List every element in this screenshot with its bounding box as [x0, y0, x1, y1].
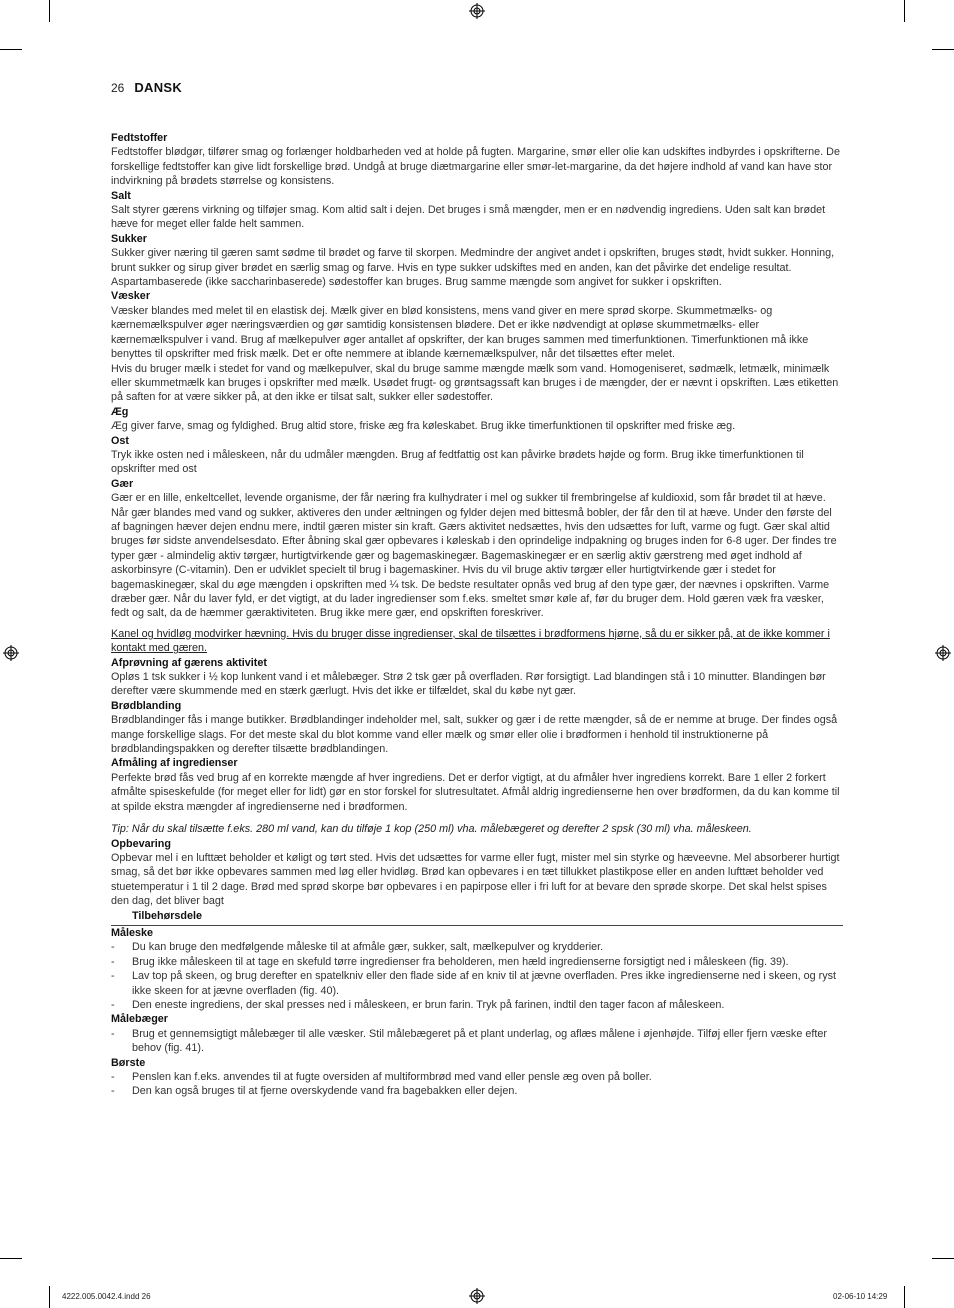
crop-mark — [0, 49, 22, 50]
section-heading: Afprøvning af gærens aktivitet — [111, 656, 267, 669]
registration-mark-icon — [469, 1288, 485, 1304]
section-heading: Opbevaring — [111, 837, 171, 850]
section-heading: Fedtstoffer — [111, 132, 168, 144]
tip-note: Tip: Når du skal tilsætte f.eks. 280 ml vand, kan du tilføje 1 kop (250 ml) vha. målebægeret og derefter 2 spsk (30 ml) vha. måleskeen. — [111, 823, 752, 836]
bullet-list — [111, 1070, 843, 1099]
section-body: Perfekte brød fås ved brug af en korrekte mængde af hver ingrediens. Det er derfor vigtigt, at du afmåler hver ingrediens korrekt. Bare 1 eller 2 forkert afmålte spiseskefulde (for meget eller for lidt) gør en stor forskel for slutresultatet. Afmål aldrig ingredienserne hen over brødformen, da du kan komme til at spilde ekstra mængder af ingredienserne ned i brødformen. — [111, 771, 840, 813]
crop-mark — [49, 1286, 50, 1308]
list-item: - Den kan også bruges til at fjerne overskydende vand fra bagebakken eller dejen. — [111, 1084, 843, 1098]
section-heading: Salt — [111, 189, 131, 202]
list-item: - Du kan bruge den medfølgende måleske til at afmåle gær, sukker, salt, mælkepulver og krydderier. — [111, 940, 843, 954]
registration-mark-icon — [935, 645, 951, 661]
section-heading: Sukker — [111, 232, 148, 245]
section-body: Æg giver farve, smag og fyldighed. Brug altid store, friske æg fra køleskabet. Brug ikke timerfunktionen til opskrifter med friske æg. — [111, 420, 736, 433]
page-content — [111, 131, 843, 1099]
section-body: Opbevar mel i en lufttæt beholder et køligt og tørt sted. Hvis det udsættes for varme eller fugt, mister mel sin styrke og hæveevne. Mel absorberer hurtigt smag, så det bør ikke opbevares sammen med løg eller hvidløg. Brød kan opbevares i en tæt tillukket plastikpose eller en anden lufttæt beholder ved stuetemperatur i 1 til 2 dage. Brød med sprød skorpe bør opbevares i en papirpose eller i fri luft for at bevare den sprøde skorpe. Det skal helst spises den dag, det bliver bagt — [111, 851, 840, 908]
accessories-heading: Tilbehørsdele — [111, 909, 843, 926]
section-heading: Ost — [111, 434, 129, 447]
section-heading: Målebæger — [111, 1013, 168, 1026]
list-item: - Brug ikke måleskeen til at tage en skefuld tørre ingredienser fra beholderen, men hæld ingredienserne forsigtigt ned i måleskeen (fig. 39). — [111, 955, 843, 969]
bullet-list — [111, 940, 843, 1012]
footer-file-info: 4222.005.0042.4.indd 26 — [62, 1292, 151, 1301]
section-heading: Æg — [111, 405, 129, 418]
footer-date: 02-06-10 14:29 — [833, 1292, 888, 1301]
page-number: 26 — [111, 81, 125, 95]
section-body: Fedtstoffer blødgør, tilfører smag og forlænger holdbarheden ved at holde på fugten. Margarine, smør eller olie kan udskiftes indbyrdes i opskrifterne. De forskellige fedtstoffer kan give lidt forskellige brød. Undgå at bruge diætmargarine eller smør-let-margarine, da det højere indhold af vand kan have stor indvirkning på brødets størrelse og konsistens. — [111, 146, 840, 188]
section-body: Sukker giver næring til gæren samt sødme til brødet og farve til skorpen. Medmindre der angivet andet i opskriften, bruges stødt, hvidt sukker. Honning, brunt sukker og sirup giver brødet en særlig smag og farve. Hvis en type sukker udskiftes med en anden, kan det påvirke det endelige resultat. — [111, 247, 835, 274]
section-body: Salt styrer gærens virkning og tilføjer smag. Kom altid salt i dejen. Det bruges i små mængder, men er en nødvendig ingrediens. Uden salt kan brødet hæve for meget eller falde helt sammen. — [111, 204, 826, 231]
crop-mark — [932, 49, 954, 50]
crop-mark — [49, 0, 50, 22]
crop-mark — [932, 1258, 954, 1259]
crop-mark — [904, 0, 905, 22]
section-body: Opløs 1 tsk sukker i ½ kop lunkent vand i et målebæger. Strø 2 tsk gær på overfladen. Rør forsigtigt. Lad blandingen stå i 10 minutter. Blandingen bør derefter være skummende med en stærk gærlugt. Hvis det ikke er tilfældet, skal du købe nyt gær. — [111, 671, 826, 698]
section-heading: Afmåling af ingredienser — [111, 757, 238, 770]
registration-mark-icon — [469, 3, 485, 19]
bullet-list — [111, 1027, 843, 1056]
section-heading: Måleske — [111, 926, 154, 939]
section-heading: Børste — [111, 1056, 146, 1069]
section-body: Brødblandinger fås i mange butikker. Brødblandinger indeholder mel, salt, sukker og gær i de rette mængder, så de er nemme at bruge. Der findes også mange forskellige slags. For det meste skal du blot komme vand eller mælk og smør eller olie i brødformen i henhold til instruktionerne på brødblandingspakken og derefter tilsætte brødblandingen. — [111, 714, 838, 756]
warning-note: Kanel og hvidløg modvirker hævning. Hvis du bruger disse ingredienser, skal de tilsættes i brødformens hjørne, så du er sikker på, at de ikke kommer i kontakt med gæren. — [111, 627, 830, 655]
list-item: - Penslen kan f.eks. anvendes til at fugte oversiden af multiformbrød med vand eller pensle æg oven på boller. — [111, 1070, 843, 1084]
language-heading: DANSK — [134, 80, 183, 95]
section-body: Gær er en lille, enkeltcellet, levende organisme, der får næring fra kulhydrater i mel og sukker til frembringelse af kuldioxid, som får brødet til at hæve. Når gær blandes med vand og sukker, aktiveres den under æltningen og fylder dejen med bittesmå bobler, der får den til at hæve. Under den første del af bagningen hæver dejen endnu mere, indtil gæren mister sin kraft. Gærs aktivitet nedsættes, hvis den udsættes for luft, varme og fugt. Gær skal altid bruges før sidste anvendelsesdato. Efter åbning skal gær opbevares i køleskab i den oprindelige indpakning og bruges inden for 6-8 uger. Der findes tre typer gær - almindelig aktiv tørgær, hurtigtvirkende gær og bagemaskinegær. Bagemaskinegær er en særlig aktiv gærstreng med øget indhold af askorbinsyre (C-vitamin). Den er udviklet specielt til brug i bagemaskiner. Hvis du vil bruge aktiv tørgær eller hurtigtvirkende gær i stedet for bagemaskinegær, skal du øge mængden i opskriften med ¼ tsk. De bedste resultater opnås ved brug af den type gær, der nævnes i opskriften. Varme dræber gær. Når du laver fyld, er det vigtigt, at du lader ingredienser som f.eks. smeltet smør køle af, før du bruger dem. Hold gæren væk fra væsker, fedt og salt, da de hæmmer gæraktiviteten. Brug ikke mere gær, end opskriften foreskriver. — [111, 492, 837, 620]
crop-mark — [904, 1286, 905, 1308]
list-item: - Lav top på skeen, og brug derefter en spatelkniv eller den flade side af en kniv til at jævne overfladen. Pres ikke ingredienserne ned i skeen, og ryst ikke skeen for at jævne overfladen (fig. 40). — [111, 969, 843, 998]
page-header — [111, 80, 182, 95]
section-heading: Brødblanding — [111, 699, 182, 712]
section-heading: Gær — [111, 477, 134, 490]
crop-mark — [0, 1258, 22, 1259]
list-item: - Brug et gennemsigtigt målebæger til alle væsker. Stil målebægeret på et plant underlag, og aflæs målene i øjenhøjde. Tilføj eller fjern væske efter behov (fig. 41). — [111, 1027, 843, 1056]
section-body: Tryk ikke osten ned i måleskeen, når du udmåler mængden. Brug af fedtfattig ost kan påvirke brødets højde og form. Brug ikke timerfunktionen til opskrifter med ost — [111, 448, 804, 476]
section-body: Aspartambaserede (ikke saccharinbaserede) sødestoffer kan bruges. Brug samme mængde som angivet for sukker i opskriften. — [111, 276, 722, 289]
section-heading: Væsker — [111, 290, 151, 303]
section-body: Hvis du bruger mælk i stedet for vand og mælkepulver, skal du bruge samme mængde mælk som vand. Homogeniseret, sødmælk, letmælk, minimælk eller skummetmælk kan bruges i opskrifter med mælk. Usødet frugt- og grøntsagssaft kan bruges i de mængder, der er nævnt i opskriften. Læs etiketten på saften for at være sikker på, at den ikke er tilsat salt, sukker eller sødestoffer. — [111, 362, 839, 404]
list-item: - Den eneste ingrediens, der skal presses ned i måleskeen, er brun farin. Tryk på farinen, indtil den tager facon af måleskeen. — [111, 998, 843, 1012]
section-body: Væsker blandes med melet til en elastisk dej. Mælk giver en blød konsistens, mens vand giver en mere sprød skorpe. Skummetmælks- og kærnemælkspulver øger næringsværdien og gør samtidig konsistensen blødere. Det er ikke nødvendigt at opløse skummetmælks- eller kærnemælkspulver i vand. Brug af mælkepulver øger antallet af opskrifter, der kan bruges sammen med timerfunktionen. Timerfunktionen må ikke benyttes til opskrifter med frisk mælk. Det er ofte nemmere at iblande kærnemælkspulver, når det tilsættes efter melet. — [111, 304, 809, 361]
registration-mark-icon — [3, 645, 19, 661]
